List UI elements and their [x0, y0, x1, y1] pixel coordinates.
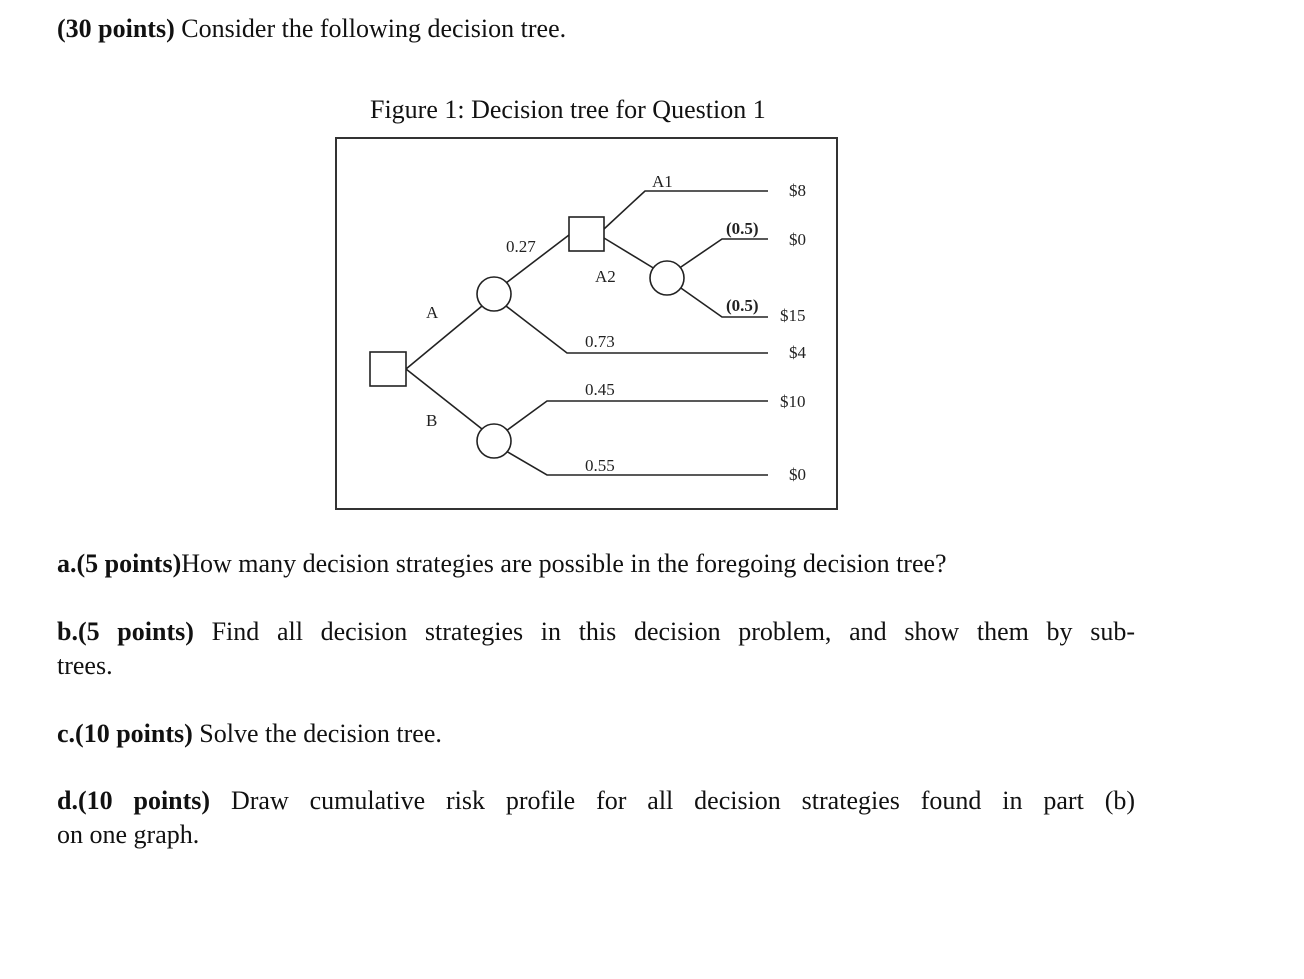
intro-line: [57, 14, 566, 44]
chance-node-B: [477, 424, 511, 458]
question-a-label: a.(5 points): [57, 549, 182, 578]
label-p05-up: (0.5): [726, 219, 759, 238]
question-d: [57, 786, 1135, 816]
label-B: B: [426, 411, 438, 430]
chance-node-A2: [650, 261, 684, 295]
payoff-A-down: $4: [789, 343, 806, 362]
label-A1: A1: [652, 172, 673, 191]
question-b: [57, 617, 1135, 647]
label-p045: 0.45: [585, 380, 615, 399]
intro-text: Consider the following decision tree.: [181, 14, 567, 43]
payoff-B-down: $0: [789, 465, 806, 484]
branch-B: [406, 369, 482, 429]
root-decision-node: [370, 352, 406, 386]
branch-A2: [604, 238, 655, 269]
label-p073: 0.73: [585, 332, 615, 351]
label-p05-down: (0.5): [726, 296, 759, 315]
question-b-continued: trees.: [57, 651, 113, 680]
label-A: A: [426, 303, 439, 322]
question-a: [57, 549, 947, 579]
branch-B-045: [506, 401, 768, 431]
payoff-A2-down: $15: [780, 306, 806, 325]
question-d-text: Draw cumulative risk profile for all decision strategies found in part (b): [230, 786, 1136, 815]
chance-node-A: [477, 277, 511, 311]
intro-points: (30 points): [57, 14, 175, 43]
label-p055: 0.55: [585, 456, 615, 475]
branch-A2-up: [678, 239, 768, 269]
question-c-label: c.(10 points): [57, 719, 193, 748]
label-p027: 0.27: [506, 237, 536, 256]
payoff-A1: $8: [789, 181, 806, 200]
question-a-text: How many decision strategies are possible in the foregoing decision tree?: [181, 549, 947, 578]
question-b-text: Find all decision strategies in this decision problem, and show them by sub-: [211, 617, 1136, 646]
question-c: [57, 719, 442, 749]
branch-B-055: [506, 451, 768, 475]
question-d-continued: on one graph.: [57, 820, 200, 849]
decision-tree-diagram: [335, 137, 839, 512]
payoff-B-up: $10: [780, 392, 806, 411]
branch-A: [406, 306, 482, 369]
question-d-label: d.(10 points): [57, 786, 211, 815]
question-c-text: Solve the decision tree.: [199, 719, 442, 748]
label-A2: A2: [595, 267, 616, 286]
figure-border: [336, 138, 837, 509]
question-b-label: b.(5 points): [57, 617, 194, 646]
figure-caption: Figure 1: Decision tree for Question 1: [370, 95, 766, 124]
payoff-A2-up: $0: [789, 230, 806, 249]
decision-node-A: [569, 217, 604, 251]
